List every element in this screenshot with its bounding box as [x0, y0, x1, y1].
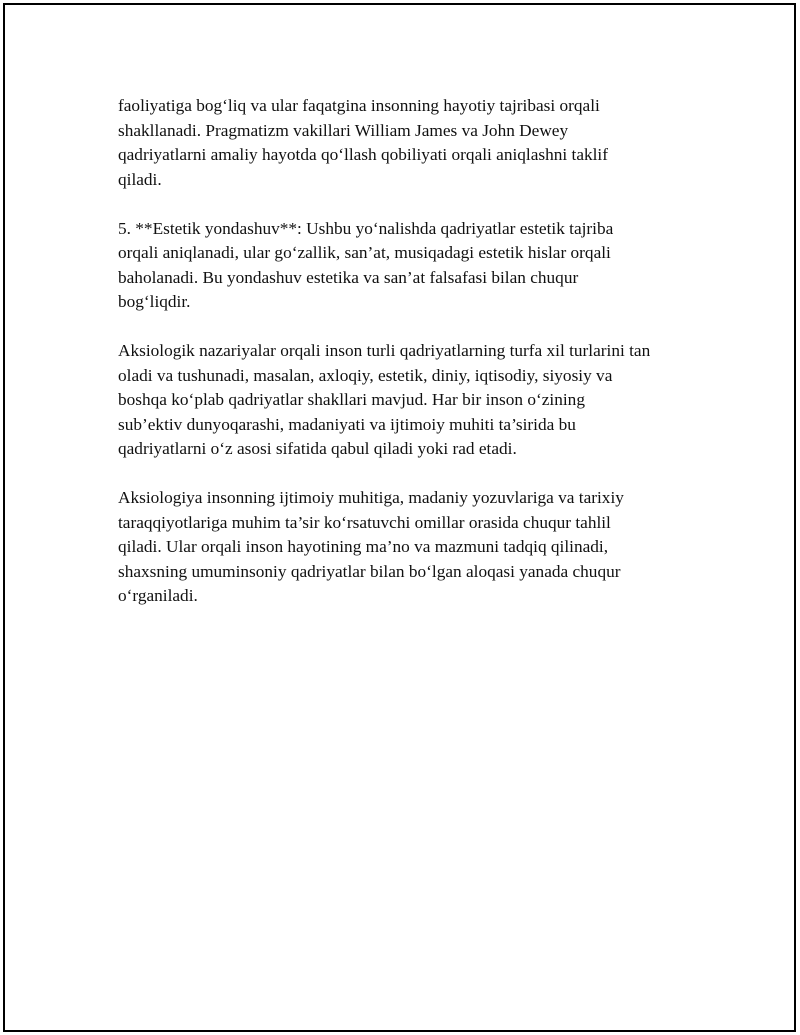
text-line: sub’ektiv dunyoqarashi, madaniyati va ijtimoiy muhiti ta’sirida bu: [118, 414, 576, 434]
text-line: Aksiologiya insonning ijtimoiy muhitiga, madaniy yozuvlariga va tarixiy: [118, 488, 624, 507]
text-line: oladi va tushunadi, masalan, axloqiy, estetik, diniy, iqtisodiy, siyosiy va: [118, 365, 613, 385]
paragraph-axiological-theories: [118, 339, 698, 462]
text-line: boshqa ko‘plab qadriyatlar shakllari mavjud. Har bir inson o‘zining: [118, 390, 585, 409]
text-line: faoliyatiga bog‘liq va ular faqatgina insonning hayotiy tajribasi orqali: [118, 96, 600, 115]
text-line: 5. **Estetik yondashuv**: Ushbu yo‘nalishda qadriyatlar estetik tajriba: [118, 218, 614, 238]
document-body: [118, 94, 698, 633]
text-line: qadriyatlarni amaliy hayotda qo‘llash qobiliyati orqali aniqlashni taklif: [118, 145, 608, 164]
paragraph-axiology-social: [118, 486, 698, 609]
text-line: baholanadi. Bu yondashuv estetika va san’at falsafasi bilan chuqur: [118, 267, 579, 287]
text-line: qiladi.: [118, 169, 162, 189]
text-line: shakllanadi. Pragmatizm vakillari William James va John Dewey: [118, 120, 569, 140]
text-line: o‘rganiladi.: [118, 586, 198, 605]
text-line: bog‘liqdir.: [118, 292, 191, 311]
text-line: shaxsning umuminsoniy qadriyatlar bilan bo‘lgan aloqasi yanada chuqur: [118, 561, 621, 581]
text-line: Aksiologik nazariyalar orqali inson turli qadriyatlarning turfa xil turlarini tan: [118, 341, 651, 360]
text-line: qadriyatlarni o‘z asosi sifatida qabul qiladi yoki rad etadi.: [118, 439, 517, 458]
text-line: orqali aniqlanadi, ular go‘zallik, san’at, musiqadagi estetik hislar orqali: [118, 243, 611, 262]
paragraph-pragmatism-continued: [118, 94, 698, 192]
text-line: taraqqiyotlariga muhim ta’sir ko‘rsatuvchi omillar orasida chuqur tahlil: [118, 512, 611, 532]
paragraph-aesthetic-approach: [118, 217, 698, 315]
text-line: qiladi. Ular orqali inson hayotining ma’no va mazmuni tadqiq qilinadi,: [118, 537, 609, 556]
